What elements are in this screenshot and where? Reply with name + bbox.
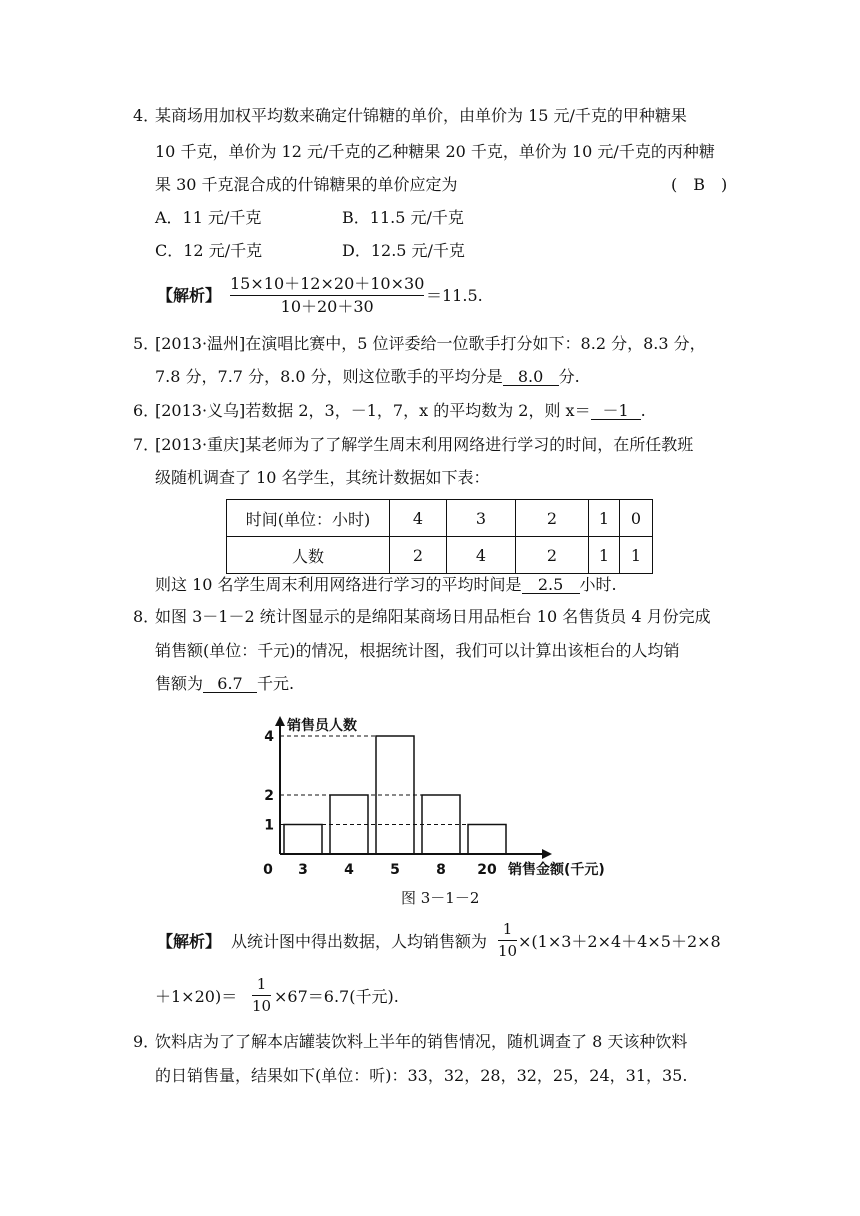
data-table: [226, 499, 653, 574]
question-7-line-2: 级随机调查了 10 名学生，其统计数据如下表：: [155, 468, 490, 487]
question-number: 8．: [133, 607, 160, 626]
question-text: 小时.: [579, 575, 617, 594]
x-tick-label: 8: [436, 862, 446, 878]
fraction-bar: [252, 995, 271, 996]
table-cell: 1: [589, 537, 620, 574]
answer-blank: 2.5: [522, 577, 580, 594]
question-8-line-3: [155, 676, 294, 693]
sales-bar-chart: [250, 708, 630, 884]
question-9-line-2: 的日销售量，结果如下(单位：听)：33，32，28，32，25，24，31，35.: [155, 1066, 688, 1085]
y-tick-label: 1: [264, 817, 274, 834]
question-text: 则这 10 名学生周末利用网络进行学习的平均时间是: [155, 575, 522, 594]
fraction: [230, 276, 424, 315]
question-text: 某商场用加权平均数来确定什锦糖的单价，由单价为 15 元/千克的甲种糖果: [155, 106, 687, 125]
analysis-text-line-2: ＋1×20)＝: [155, 987, 238, 1006]
table-cell: 2: [390, 537, 447, 574]
question-6: [133, 403, 646, 420]
question-7-line-3: [155, 577, 617, 594]
option-b: B．11.5 元/千克: [342, 208, 464, 227]
question-text: [2013·义乌]若数据 2，3，－1，7，x 的平均数为 2，则 x＝: [155, 401, 591, 420]
analysis-label: 【解析】: [157, 286, 222, 305]
fraction-denominator: 10: [498, 942, 518, 960]
table-row-header: 时间(单位：小时): [227, 500, 390, 537]
question-number: 9．: [133, 1032, 160, 1051]
fraction: [498, 922, 517, 959]
fraction-numerator: 1: [256, 975, 267, 993]
x-tick-label: 4: [344, 862, 354, 878]
origin-label: 0: [263, 862, 273, 878]
question-number: 7．: [133, 435, 160, 454]
table-cell: 2: [516, 537, 589, 574]
question-5-line-1: [133, 336, 706, 352]
table-row: [227, 537, 653, 574]
fraction-bar: [498, 940, 517, 941]
option-d: D．12.5 元/千克: [342, 241, 465, 260]
bar: [284, 825, 322, 855]
analysis-label: 【解析】: [157, 932, 222, 951]
answer-blank: －1: [591, 403, 641, 420]
question-4-line-3: 果 30 千克混合成的什锦糖果的单价应定为: [155, 175, 458, 194]
question-text: [2013·重庆]某老师为了了解学生周末利用网络进行学习的时间，在所任教班: [155, 435, 694, 454]
question-text: 7.8 分，7.7 分，8.0 分，则这位歌手的平均分是: [155, 367, 503, 386]
question-text: 分.: [558, 367, 580, 386]
analysis-text: ×(1×3＋2×4＋4×5＋2×8: [518, 932, 721, 951]
option-c: C．12 元/千克: [155, 241, 263, 260]
table-cell: 4: [390, 500, 447, 537]
table-cell: 4: [447, 537, 516, 574]
question-text: [2013·温州]在演唱比赛中，5 位评委给一位歌手打分如下：8.2 分，8.3 分，: [155, 334, 706, 353]
table-cell: 3: [447, 500, 516, 537]
bar: [330, 795, 368, 854]
question-text: 千元.: [257, 674, 295, 693]
fraction-denominator: 10＋20＋30: [280, 297, 374, 316]
x-tick-label: 20: [477, 862, 497, 878]
answer-choice: ( B ): [671, 175, 728, 194]
y-tick-label: 2: [264, 788, 274, 804]
fraction-bar: [230, 295, 424, 296]
x-tick-label: 5: [390, 862, 400, 878]
fraction-denominator: 10: [252, 997, 272, 1015]
table-row: [227, 500, 653, 537]
question-text: 饮料店为了了解本店罐装饮料上半年的销售情况，随机调查了 8 天该种饮料: [155, 1032, 688, 1051]
table-cell: 1: [620, 537, 653, 574]
question-text: .: [640, 401, 646, 420]
table-cell: 0: [620, 500, 653, 537]
question-4-line-1: [133, 108, 687, 124]
question-4-line-2: 10 千克，单价为 12 元/千克的乙种糖果 20 千克，单价为 10 元/千克的丙种糖: [155, 142, 715, 161]
fraction-numerator: 1: [502, 920, 513, 938]
answer-blank: 8.0: [503, 369, 559, 386]
table-cell: 1: [589, 500, 620, 537]
y-axis-title: 销售员人数: [287, 718, 357, 734]
question-8-line-1: [133, 609, 711, 625]
analysis-text: 从统计图中得出数据，人均销售额为: [231, 932, 488, 951]
analysis-text-line-2: ×67＝6.7(千元).: [274, 987, 399, 1006]
question-number: 5．: [133, 334, 160, 353]
table-row-header: 人数: [227, 537, 390, 574]
question-9-line-1: [133, 1034, 687, 1050]
bar: [468, 825, 506, 855]
answer-blank: 6.7: [203, 676, 257, 693]
figure-caption: 图 3－1－2: [401, 889, 480, 907]
fraction-numerator: 15×10＋12×20＋10×30: [230, 274, 425, 293]
y-tick-label: 4: [264, 729, 274, 745]
question-8-line-2: 销售额(单位：千元)的情况，根据统计图，我们可以计算出该柜台的人均销: [155, 641, 680, 660]
question-number: 4．: [133, 106, 160, 125]
analysis-result: ＝11.5.: [426, 286, 483, 305]
option-a: A．11 元/千克: [155, 208, 262, 227]
question-5-line-2: [155, 369, 580, 386]
x-axis-title: 销售金额(千元): [508, 862, 605, 878]
table-cell: 2: [516, 500, 589, 537]
question-text: 售额为: [155, 674, 204, 693]
question-number: 6．: [133, 401, 160, 420]
fraction: [252, 977, 271, 1014]
x-tick-label: 3: [298, 862, 308, 878]
question-7-line-1: [133, 437, 693, 453]
question-text: 如图 3－1－2 统计图显示的是绵阳某商场日用品柜台 10 名售货员 4 月份完成: [155, 607, 711, 626]
